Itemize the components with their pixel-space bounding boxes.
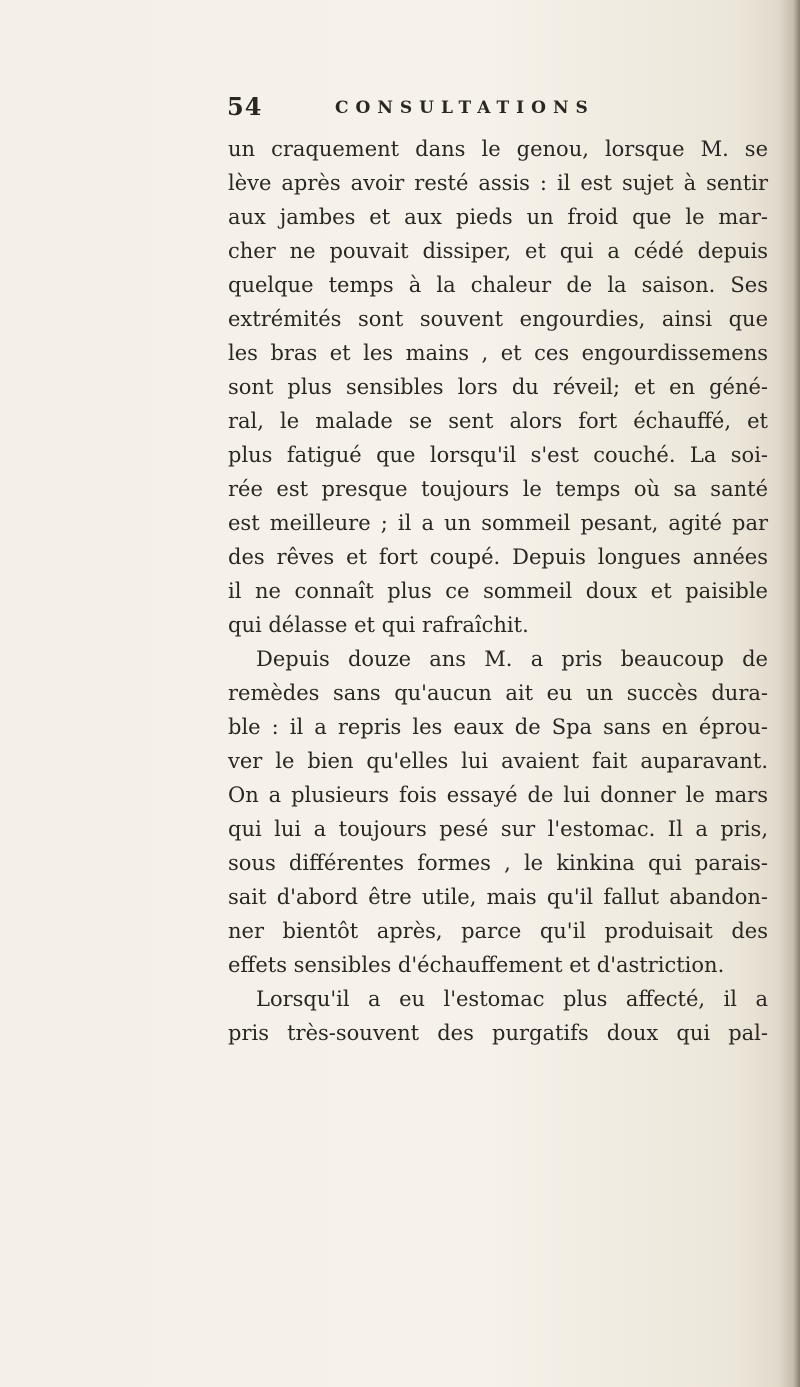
text-line: rée est presque toujours le temps où sa santé bbox=[228, 477, 768, 501]
text-line: pris très-souvent des purgatifs doux qui pal- bbox=[228, 1021, 768, 1045]
text-line: il ne connaît plus ce sommeil doux et paisible bbox=[228, 579, 768, 603]
paragraph-start-line: Lorsqu'il a eu l'estomac plus affecté, il a bbox=[256, 987, 768, 1011]
running-head: CONSULTATIONS bbox=[335, 98, 595, 118]
text-line: est meilleure ; il a un sommeil pesant, agité par bbox=[228, 511, 768, 535]
text-line: plus fatigué que lorsqu'il s'est couché. La soi- bbox=[228, 443, 768, 467]
text-line: On a plusieurs fois essayé de lui donner le mars bbox=[228, 783, 768, 807]
text-line: cher ne pouvait dissiper, et qui a cédé depuis bbox=[228, 239, 768, 263]
paragraph-end-line: qui délasse et qui rafraîchit. bbox=[228, 613, 529, 637]
text-line: ner bientôt après, parce qu'il produisait des bbox=[228, 919, 768, 943]
text-line: des rêves et fort coupé. Depuis longues années bbox=[228, 545, 768, 569]
text-line: les bras et les mains , et ces engourdissemens bbox=[228, 341, 768, 365]
text-line: quelque temps à la chaleur de la saison. Ses bbox=[228, 273, 768, 297]
paragraph-start-line: Depuis douze ans M. a pris beaucoup de bbox=[256, 647, 768, 671]
text-line: remèdes sans qu'aucun ait eu un succès dura- bbox=[228, 681, 768, 705]
body-text bbox=[228, 132, 768, 1050]
text-line: un craquement dans le genou, lorsque M. se bbox=[228, 137, 768, 161]
page-header bbox=[227, 92, 667, 122]
page-number: 54 bbox=[227, 92, 263, 121]
text-line: aux jambes et aux pieds un froid que le mar- bbox=[228, 205, 768, 229]
text-line: sous différentes formes , le kinkina qui parais- bbox=[228, 851, 768, 875]
text-line: ral, le malade se sent alors fort échauffé, et bbox=[228, 409, 768, 433]
text-line: lève après avoir resté assis : il est sujet à sentir bbox=[228, 171, 768, 195]
text-line: extrémités sont souvent engourdies, ainsi que bbox=[228, 307, 768, 331]
text-line: sont plus sensibles lors du réveil; et en géné- bbox=[228, 375, 768, 399]
text-line: qui lui a toujours pesé sur l'estomac. Il a pris, bbox=[228, 817, 768, 841]
text-line: sait d'abord être utile, mais qu'il fallut abandon- bbox=[228, 885, 768, 909]
paragraph-end-line: effets sensibles d'échauffement et d'astriction. bbox=[228, 953, 725, 977]
page-edge-shadow bbox=[778, 0, 800, 1387]
text-line: ver le bien qu'elles lui avaient fait auparavant. bbox=[228, 749, 768, 773]
text-line: ble : il a repris les eaux de Spa sans en éprou- bbox=[228, 715, 768, 739]
